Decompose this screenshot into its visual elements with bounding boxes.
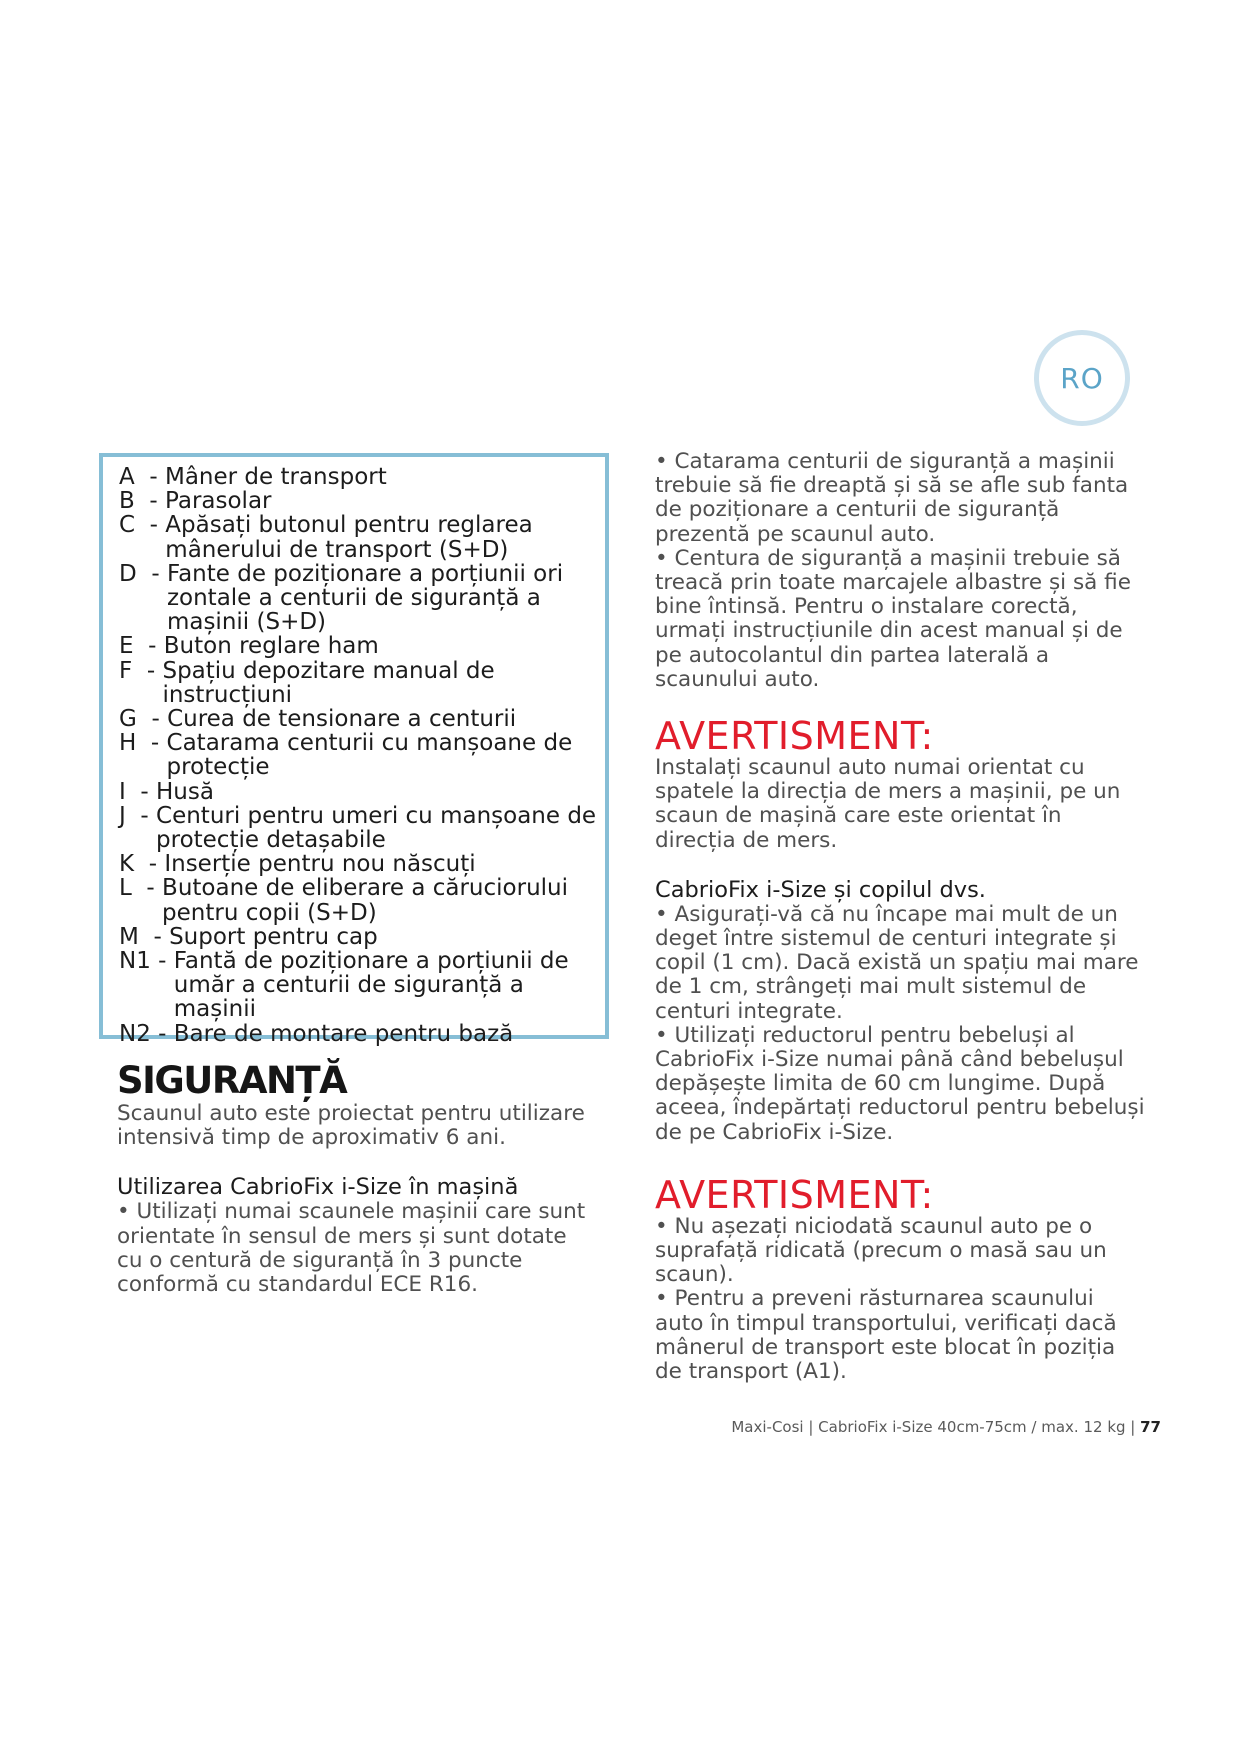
- legend-description: Curea de tensionare a centurii: [167, 706, 517, 733]
- legend-key: I -: [119, 778, 157, 805]
- legend-key: J -: [119, 802, 157, 829]
- legend-key: B -: [119, 488, 166, 515]
- car-use-bullet: • Utilizați numai scaunele mașinii care sunt orientate în sensul de mers și sunt dotate cu o centură de siguranță în 3 puncte conformă cu standardul ECE R16.: [117, 1199, 586, 1298]
- legend-key: C -: [119, 512, 166, 539]
- legend-key: E -: [119, 633, 164, 660]
- page-number: 77: [1140, 1418, 1161, 1436]
- legend-item: [119, 513, 605, 561]
- legend-key: G -: [119, 706, 168, 733]
- legend-item: [119, 731, 605, 779]
- legend-item: [119, 852, 605, 876]
- legend-description: Parasolar: [165, 488, 272, 515]
- legend-description: Spațiu depozitare manual de instrucțiuni: [162, 657, 495, 708]
- safety-intro: Scaunul auto este proiectat pentru utilizare intensivă timp de aproximativ 6 ani.: [117, 1101, 585, 1151]
- child-bullet-1: • Asigurați-vă că nu încape mai mult de un deget între sistemul de centuri integrate și copil (1 cm). Dacă există un spațiu mai mare de 1 cm, strângeți mai mult sistemul de centuri integrate.: [655, 901, 1139, 1024]
- legend-item: [119, 804, 605, 852]
- belt-route-bullet: • Centura de siguranță a mașinii trebuie să treacă prin toate marcajele albastre și să fie bine întinsă. Pentru o instalare corectă, urmați instrucțiunile din acest manual și de pe autocolantul din partea laterală a scaunului auto.: [655, 545, 1131, 692]
- safety-title: SIGURANȚĂ: [117, 1059, 347, 1102]
- legend-description: Buton reglare ham: [163, 633, 379, 660]
- legend-item: [119, 876, 605, 924]
- legend-key: K -: [119, 851, 165, 878]
- language-badge: [1034, 330, 1130, 426]
- legend-description: Butoane de eliberare a căruciorului pentru copii (S+D): [162, 875, 569, 926]
- child-bullet-2: • Utilizați reductorul pentru bebeluși al CabrioFix i-Size numai până când bebelușul depășește limita de 60 cm lungime. După aceea, îndepărtați reductorul pentru bebeluși de pe CabrioFix i-Size.: [655, 1022, 1145, 1145]
- legend-item: [119, 562, 605, 635]
- legend-item: [119, 780, 605, 804]
- car-use-heading: Utilizarea CabrioFix i-Size în mașină: [117, 1174, 519, 1201]
- legend-description: Catarama centurii cu manșoane de protecție: [166, 730, 573, 781]
- legend-key: M -: [119, 923, 170, 950]
- legend-item: [119, 659, 605, 707]
- legend-item: [119, 465, 605, 489]
- warning-title-2: AVERTISMENT:: [655, 1172, 934, 1217]
- parts-legend-box: [99, 453, 609, 1047]
- warning2-bullet-2: • Pentru a preveni răsturnarea scaunului auto în timpul transportului, verificați dacă mânerul de transport este blocat în poziția de transport (A1).: [655, 1286, 1117, 1385]
- legend-description: Bare de montare pentru bază: [173, 1020, 514, 1047]
- legend-item: [119, 707, 605, 731]
- child-heading: CabrioFix i-Size și copilul dvs.: [655, 876, 986, 903]
- legend-description: Centuri pentru umeri cu manșoane de protecție detașabile: [156, 802, 597, 854]
- legend-key: L -: [119, 875, 163, 902]
- legend-key: H -: [119, 730, 167, 757]
- legend-key: F -: [119, 657, 163, 684]
- warning2-bullet-1: • Nu așezați niciodată scaunul auto pe o suprafață ridicată (precum o masă sau un scaun).: [655, 1213, 1107, 1288]
- legend-item: [119, 949, 605, 1022]
- legend-key: N1 -: [119, 948, 174, 975]
- buckle-bullet: • Catarama centurii de siguranță a mașinii trebuie să fie dreaptă și să se afle sub fanta de poziționare a centurii de siguranță prezentă pe scaunul auto.: [655, 449, 1129, 547]
- page-footer: [731, 1418, 1161, 1436]
- legend-description: Husă: [156, 778, 214, 805]
- legend-key: D -: [119, 560, 167, 587]
- legend-key: A -: [119, 464, 165, 490]
- legend-item: [119, 634, 605, 658]
- legend-description: Apăsați butonul pentru reglarea mânerului de transport (S+D): [165, 512, 533, 563]
- legend-description: Inserție pentru nou născuți: [164, 851, 476, 878]
- legend-key: N2 -: [119, 1020, 174, 1047]
- language-code: RO: [1060, 361, 1104, 395]
- legend-description: Fante de poziționare a porțiunii ori zontale a centurii de siguranță a mașinii (S+D): [166, 560, 564, 636]
- footer-text: Maxi-Cosi | CabrioFix i-Size 40cm-75cm / max. 12 kg |: [731, 1418, 1141, 1436]
- warning-text-1: Instalați scaunul auto numai orientat cu spatele la direcția de mers a mașinii, pe un scaun de mașină care este orientat în direcția de mers.: [655, 755, 1121, 853]
- warning-title-1: AVERTISMENT:: [655, 714, 934, 759]
- legend-description: Mâner de transport: [164, 464, 387, 490]
- right-column: [655, 450, 1145, 1384]
- legend-description: Fantă de poziționare a porțiunii de umăr a centurii de siguranță a mașinii: [173, 948, 569, 1023]
- legend-item: [119, 925, 605, 949]
- legend-item: [119, 1022, 605, 1046]
- legend-description: Suport pentru cap: [169, 923, 378, 950]
- legend-item: [119, 489, 605, 513]
- left-column: [117, 1060, 597, 1297]
